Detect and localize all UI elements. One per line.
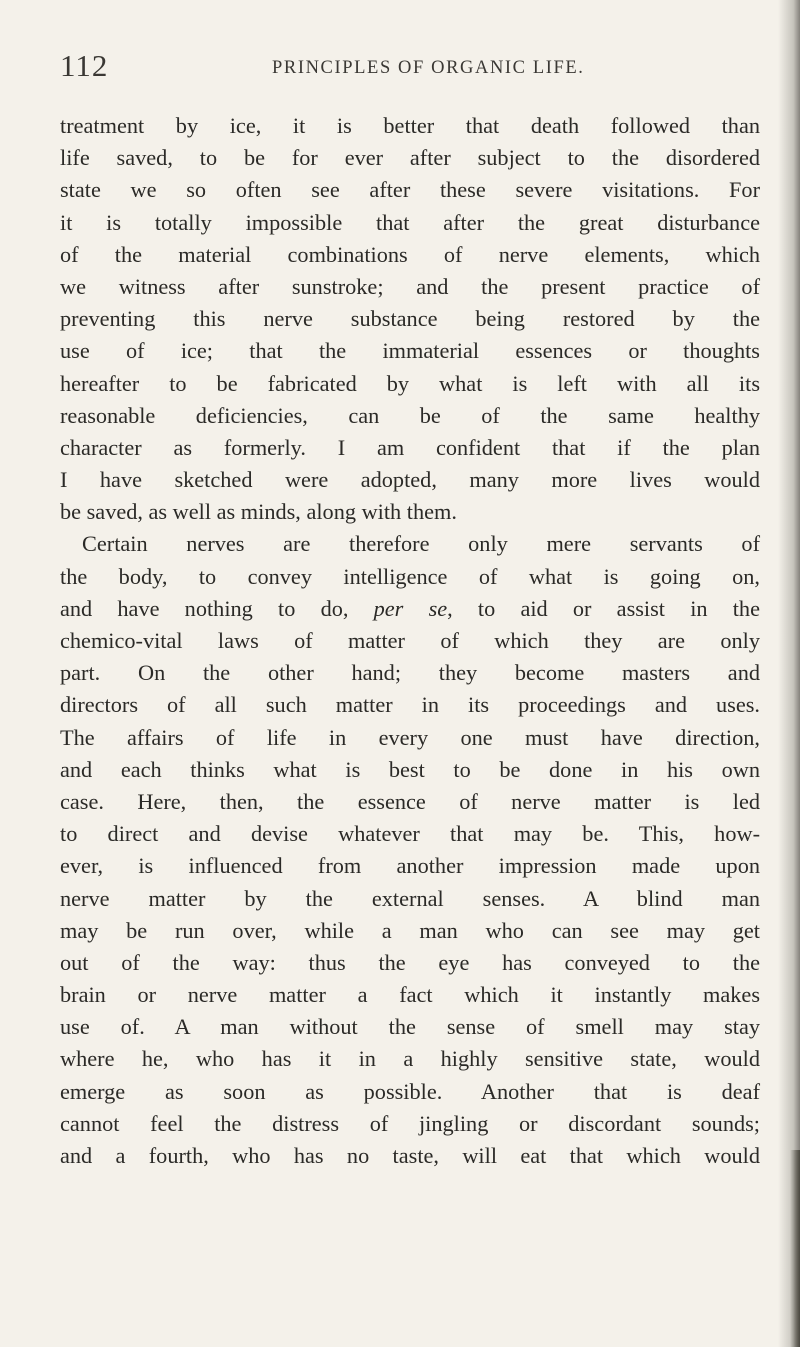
text-line: hereafter to be fabricated by what is left with all its	[60, 370, 760, 396]
text-line: where he, who has it in a highly sensitive state, would	[60, 1046, 760, 1072]
text-line: state we so often see after these severe visitations. For	[60, 177, 760, 203]
text-segment: , to aid or assist in the	[447, 595, 760, 621]
page-edge-shadow	[778, 0, 800, 1347]
text-line: the body, to convey intelligence of what is going on,	[60, 563, 760, 589]
text-line: directors of all such matter in its proceedings and uses.	[60, 692, 760, 718]
text-line: reasonable deficiencies, can be of the same healthy	[60, 402, 760, 428]
text-line-with-italic	[60, 593, 760, 625]
italic-phrase: per se	[373, 595, 448, 621]
text-line: cannot feel the distress of jingling or discordant sounds;	[60, 1110, 760, 1136]
text-line: life saved, to be for ever after subject to the disordered	[60, 145, 760, 171]
text-line: it is totally impossible that after the great disturbance	[60, 209, 760, 235]
body-text	[60, 110, 760, 1172]
text-line: out of the way: thus the eye has conveyed to the	[60, 949, 760, 975]
text-segment: and have nothing to do,	[60, 595, 374, 621]
page-edge-dark	[790, 1150, 800, 1347]
paragraph-end-line: be saved, as well as minds, along with them.	[60, 499, 457, 525]
text-line: chemico-vital laws of matter of which they are only	[60, 628, 760, 653]
text-line: The affairs of life in every one must have direction,	[60, 724, 760, 750]
text-line: and a fourth, who has no taste, will eat that which would	[60, 1143, 760, 1168]
page-number: 112	[60, 48, 109, 83]
text-line: use of ice; that the immaterial essences or thoughts	[60, 338, 760, 364]
running-head: PRINCIPLES OF ORGANIC LIFE.	[272, 58, 585, 78]
text-line: of the material combinations of nerve elements, which	[60, 241, 760, 267]
page-header	[0, 48, 800, 88]
text-line: preventing this nerve substance being restored by the	[60, 306, 760, 332]
paragraph-start-line: Certain nerves are therefore only mere servants of	[82, 531, 760, 557]
text-line: nerve matter by the external senses. A blind man	[60, 885, 760, 911]
text-line: treatment by ice, it is better that death followed than	[60, 113, 760, 138]
text-line: brain or nerve matter a fact which it instantly makes	[60, 982, 760, 1008]
text-line: emerge as soon as possible. Another that is deaf	[60, 1078, 760, 1104]
text-line: we witness after sunstroke; and the present practice of	[60, 273, 760, 299]
text-line: to direct and devise whatever that may be. This, how-	[60, 821, 760, 847]
text-line: part. On the other hand; they become masters and	[60, 660, 760, 686]
text-line: ever, is influenced from another impression made upon	[60, 853, 760, 879]
text-line: use of. A man without the sense of smell may stay	[60, 1014, 760, 1040]
text-line: and each thinks what is best to be done in his own	[60, 756, 760, 782]
text-line: may be run over, while a man who can see may get	[60, 917, 760, 943]
text-line: I have sketched were adopted, many more lives would	[60, 467, 760, 493]
text-line: character as formerly. I am confident that if the plan	[60, 434, 760, 460]
text-line: case. Here, then, the essence of nerve matter is led	[60, 788, 760, 814]
